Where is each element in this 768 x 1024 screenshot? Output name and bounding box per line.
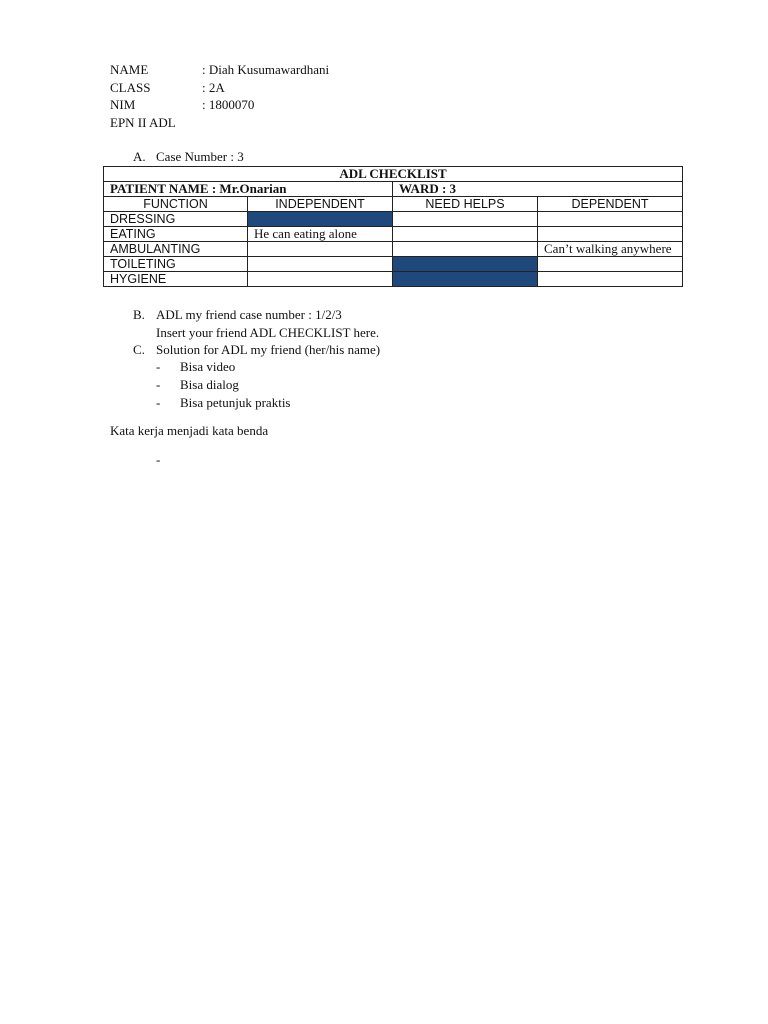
dependent-cell (538, 212, 683, 227)
footer-paragraph: Kata kerja menjadi kata benda (110, 423, 269, 438)
section-c-text: Solution for ADL my friend (her/his name) (156, 342, 381, 357)
table-title-row (104, 167, 683, 182)
section-b-subtext: Insert your friend ADL CHECKLIST here. (156, 325, 380, 340)
function-cell: AMBULANTING (104, 242, 248, 257)
section-a-text: Case Number : 3 (156, 149, 244, 164)
subject-line: EPN II ADL (110, 115, 176, 130)
function-cell: HYGIENE (104, 272, 248, 287)
function-cell: EATING (104, 227, 248, 242)
section-b-text: ADL my friend case number : 1/2/3 (156, 307, 342, 322)
column-header: DEPENDENT (538, 197, 683, 212)
table-row (104, 272, 683, 287)
independent-cell (248, 242, 393, 257)
section-a-marker: A. (133, 149, 146, 164)
independent-cell: He can eating alone (248, 227, 393, 242)
adl-checklist-table (103, 166, 683, 287)
column-header: FUNCTION (104, 197, 248, 212)
name-value: : Diah Kusumawardhani (202, 62, 330, 77)
table-row (104, 242, 683, 257)
dependent-cell: Can’t walking anywhere (538, 242, 683, 257)
need-helps-cell-shaded (393, 272, 538, 287)
dependent-cell (538, 227, 683, 242)
footer-dash: - (156, 452, 161, 467)
need-helps-cell (393, 212, 538, 227)
nim-value: : 1800070 (202, 97, 255, 112)
dependent-cell (538, 272, 683, 287)
table-row (104, 212, 683, 227)
function-cell: TOILETING (104, 257, 248, 272)
table-row (104, 227, 683, 242)
column-header: NEED HELPS (393, 197, 538, 212)
nim-label: NIM (110, 97, 136, 112)
need-helps-cell-shaded (393, 257, 538, 272)
class-value: : 2A (202, 80, 225, 95)
column-header-row (104, 197, 683, 212)
bullet-item: Bisa dialog (180, 377, 239, 392)
independent-cell-shaded (248, 212, 393, 227)
ward: WARD : 3 (393, 182, 683, 197)
table-title: ADL CHECKLIST (104, 167, 683, 182)
patient-row (104, 182, 683, 197)
table-row (104, 257, 683, 272)
column-header: INDEPENDENT (248, 197, 393, 212)
section-b-marker: B. (133, 307, 145, 322)
class-label: CLASS (110, 80, 151, 95)
bullet-dash: - (156, 377, 161, 392)
function-cell: DRESSING (104, 212, 248, 227)
bullet-dash: - (156, 395, 161, 410)
need-helps-cell (393, 242, 538, 257)
independent-cell (248, 272, 393, 287)
name-label: NAME (110, 62, 149, 77)
bullet-item: Bisa petunjuk praktis (180, 395, 291, 410)
section-c-marker: C. (133, 342, 145, 357)
need-helps-cell (393, 227, 538, 242)
bullet-item: Bisa video (180, 359, 236, 374)
bullet-dash: - (156, 359, 161, 374)
dependent-cell (538, 257, 683, 272)
independent-cell (248, 257, 393, 272)
patient-name: PATIENT NAME : Mr.Onarian (104, 182, 393, 197)
